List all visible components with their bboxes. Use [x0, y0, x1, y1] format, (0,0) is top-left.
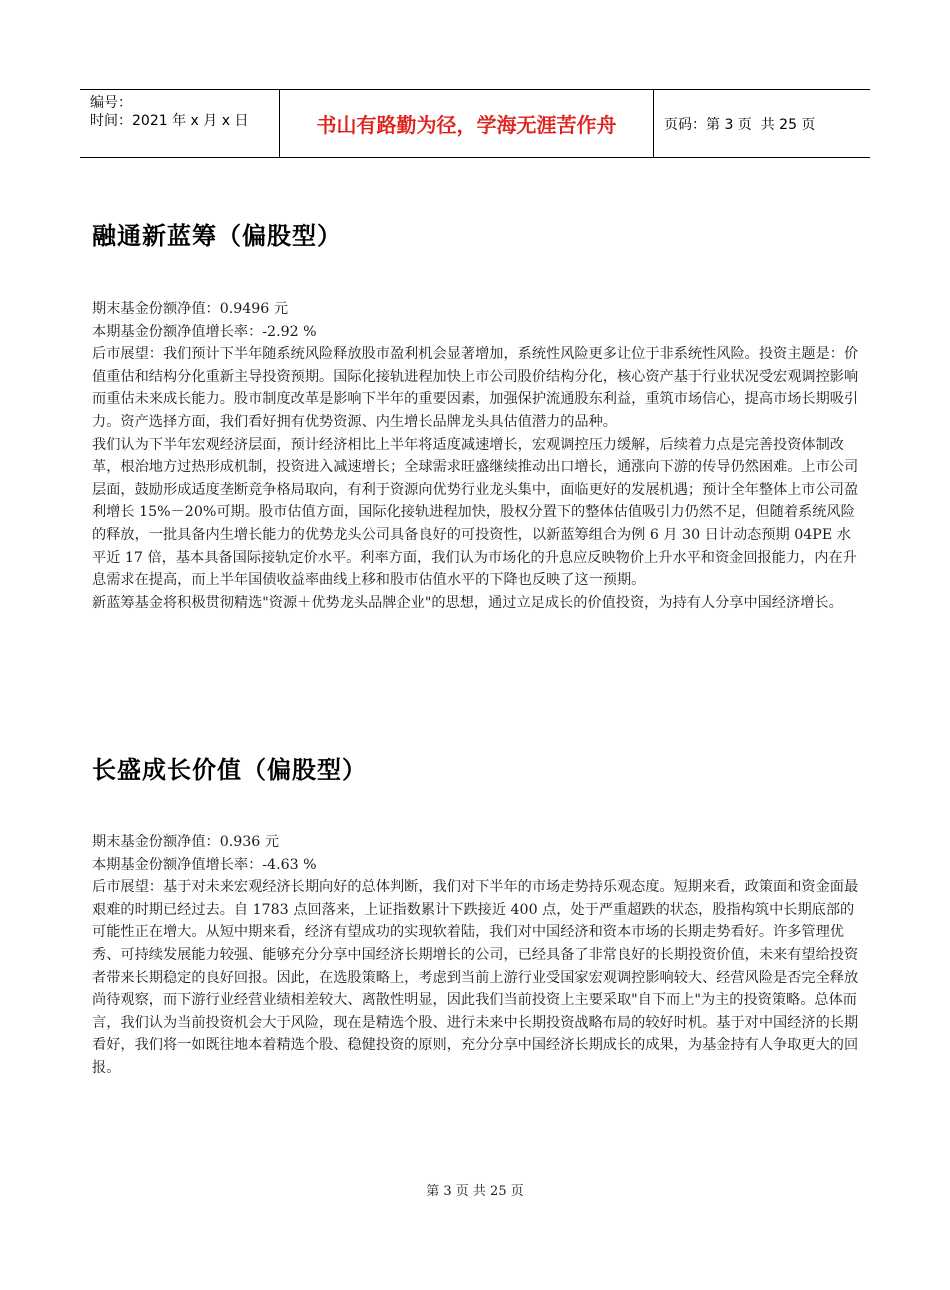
document-time-label: 时间：2021 年 x 月 x 日: [90, 113, 249, 129]
page-header-table: [80, 89, 870, 158]
nav-value: 期末基金份额净值：0.936 元: [92, 834, 280, 850]
header-page-cell: [654, 90, 870, 157]
nav-value: 期末基金份额净值：0.9496 元: [92, 301, 289, 317]
nav-growth-rate: 本期基金份额净值增长率：-4.63 %: [92, 856, 317, 873]
body-paragraph: 后市展望：我们预计下半年随系统风险释放股市盈利机会显著增加，系统性风险更多让位于非系统性风险。投资主题是：价值重估和结构分化重新主导投资预期。国际化接轨进程加快上市公司股价结构分化，核心资产基于行业状况受宏观调控影响而重估未来成长能力。股市制度改革是影响下半年的重要因素，加强保护流通股东利益，重筑市场信心，提高市场长期吸引力。资产选择方面，我们看好拥有优势资源、内生增长品牌龙头具估值潜力的品种。: [92, 346, 859, 430]
header-page-label: 页码：第 3 页 共 25 页: [664, 116, 816, 133]
body-paragraph: 后市展望：基于对未来宏观经济长期向好的总体判断，我们对下半年的市场走势持乐观态度。短期来看，政策面和资金面最艰难的时期已经过去。自 1783 点回落来，上证指数累计下跌接近 400 点，处于严重超跌的状态，股指构筑中长期底部的可能性正在增大。从短中期来看，经济有望成功的实现软着陆，我们对中国经济和资本市场的长期走势看好。许多管理优秀、可持续发展能力较强、能够充分分享中国经济长期增长的公司，已经具备了非常良好的长期投资价值，未来有望给投资者带来长期稳定的良好回报。因此，在选股策略上，考虑到当前上游行业受国家宏观调控影响较大、经营风险是否完全释放尚待观察，而下游行业经营业绩相差较大、离散性明显，因此我们当前投资上主要采取"自下而上"为主的投资策略。总体而言，我们认为当前投资机会大于风险，现在是精选个股、进行未来中长期投资战略布局的较好时机。基于对中国经济的长期看好，我们将一如既往地本着精选个股、稳健投资的原则，充分分享中国经济长期成长的成果，为基金持有人争取更大的回报。: [92, 879, 859, 1076]
body-paragraph: 新蓝筹基金将积极贯彻精选"资源＋优势龙头品牌企业"的思想，通过立足成长的价值投资，为持有人分享中国经济增长。: [92, 594, 843, 611]
header-motto: 书山有路勤为径，学海无涯苦作舟: [280, 90, 654, 157]
nav-growth-rate: 本期基金份额净值增长率：-2.92 %: [92, 323, 317, 340]
section-body: [92, 298, 862, 614]
section-title: 融通新蓝筹（偏股型）: [92, 222, 342, 250]
document-number-label: 编号：: [90, 95, 132, 111]
body-paragraph: 我们认为下半年宏观经济层面，预计经济相比上半年将适度减速增长，宏观调控压力缓解，后续着力点是完善投资体制改革，根治地方过热形成机制，投资进入减速增长；全球需求旺盛继续推动出口增长，通涨向下游的传导仍然困难。上市公司层面，鼓励形成适度垄断竞争格局取向，有利于资源向优势行业龙头集中，面临更好的发展机遇；预计全年整体上市公司盈利增长 15%－20%可期。股市估值方面，国际化接轨进程加快，股权分置下的整体估值吸引力仍然不足，但随着系统风险的释放，一批具备内生增长能力的优势龙头公司具备良好的可投资性，以新蓝筹组合为例 6 月 30 日计动态预期 04PE 水平近 17 倍，基本具备国际接轨定价水平。利率方面，我们认为市场化的升息应反映物价上升水平和资金回报能力，内在升息需求在提高，而上半年国债收益率曲线上移和股市估值水平的下降也反映了这一预期。: [92, 436, 859, 589]
section-title: 长盛成长价值（偏股型）: [92, 756, 367, 784]
page-footer: 第 3 页 共 25 页: [426, 1184, 524, 1199]
header-meta-cell: [80, 90, 280, 157]
section-body: [92, 831, 862, 1080]
